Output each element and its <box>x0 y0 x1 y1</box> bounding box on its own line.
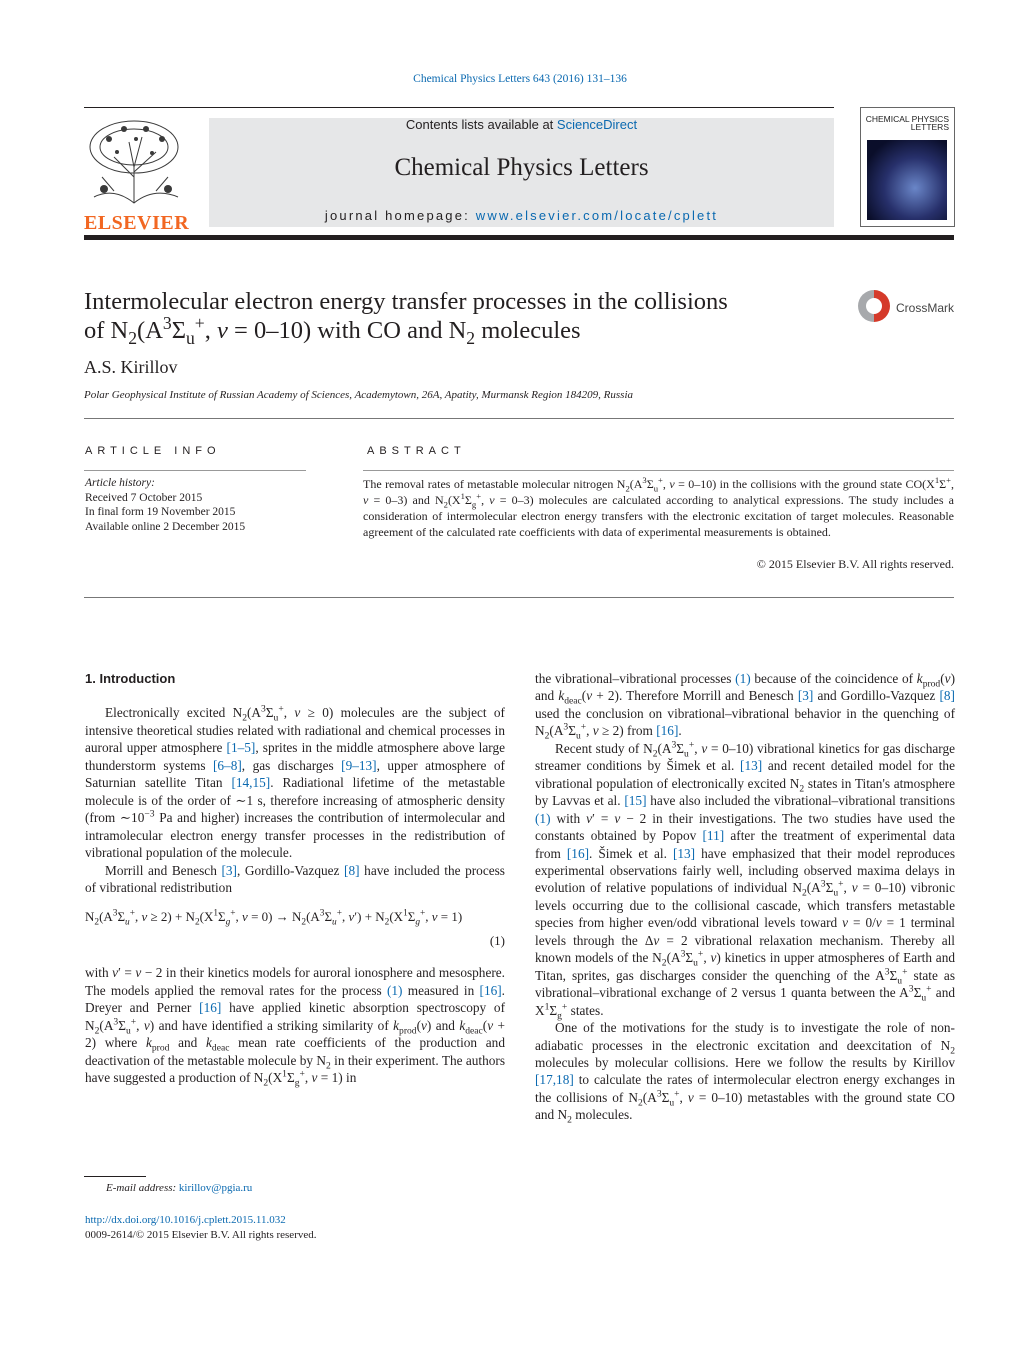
header-rule <box>84 107 834 108</box>
author-name[interactable]: A.S. Kirillov <box>84 357 178 377</box>
equation-1 <box>85 908 505 956</box>
paragraph: Morrill and Benesch [3], Gordillo-Vazquez [8] have included the process of vibrational redistribution <box>85 862 505 895</box>
email-footnote <box>106 1182 252 1194</box>
elsevier-tree-icon <box>84 117 186 205</box>
paragraph: One of the motivations for the study is to investigate the role of non-adiabatic processes in the electronic excitation and deexcitation of $N_2$ molecules by molecular collisions. Here we follow the results by Kirillov [17,18] to calculate the rates of intermolecular electron energy exchanges in the collisions of $N_2(A^3\Sigma_u^+$, v = 0–10) metastables with the ground state CO and $N_2$ molecules. <box>535 1020 955 1126</box>
cover-image <box>867 140 947 220</box>
equation-link[interactable]: (1) <box>386 982 403 998</box>
body-column-right <box>535 670 955 1124</box>
received-date: Received 7 October 2015 <box>85 491 203 504</box>
contents-line <box>209 117 834 132</box>
footnote-rule <box>84 1176 146 1177</box>
journal-cover-thumbnail[interactable] <box>860 107 955 227</box>
equation-link[interactable]: (1) <box>535 810 551 826</box>
section-heading-introduction: 1. Introduction <box>85 671 176 686</box>
ref-link[interactable]: [13] <box>672 845 696 861</box>
ref-link[interactable]: [1–5] <box>226 740 256 756</box>
ref-link[interactable]: [16] <box>479 982 502 998</box>
equation-link[interactable]: (1) <box>735 671 751 686</box>
divider <box>84 418 954 419</box>
ref-link[interactable]: [8] <box>939 688 955 704</box>
article-history <box>85 476 305 534</box>
journal-name: Chemical Physics Letters <box>394 154 649 181</box>
ref-link[interactable]: [3] <box>797 688 814 704</box>
crossmark-icon <box>858 290 890 322</box>
doi-link[interactable]: http://dx.doi.org/10.1016/j.cplett.2015.11.032 <box>85 1214 286 1226</box>
journal-citation[interactable]: Chemical Physics Letters 643 (2016) 131–136 <box>413 73 627 85</box>
sciencedirect-link[interactable]: ScienceDirect <box>556 117 638 132</box>
homepage-prefix: journal homepage: <box>324 208 476 223</box>
crossmark-label: CrossMark <box>896 301 955 315</box>
body-column-left <box>85 670 505 1087</box>
paragraph: Recent study of $N_2(A^3\Sigma_u^+$, v = 0–10) vibrational kinetics for gas discharge streamer conditions by Šimek et al. [13] and recent detailed model for the vibrational population of electronically excited $N_2$ states in Titan's atmosphere by Lavvas et al. [15] have also included the vibrational–vibrational transitions (1) with v′ = v − 2 in their investigations. The two studies have used the constants obtained by Popov [11] after the treatment of experimental data from [16]. Šimek et al. [13] have emphasized that their model reproduces experimental observations fairly well, including observed maxima delays in evolution of relative populations of individual $N_2(A^3\Sigma_u^+$, v = 0–10) vibronic levels occurring due to the collisional cascade, which transfers metastable species from higher even/odd vibrational levels toward v = 0/v = 1 terminal levels through the Δv = 2 vibrational relaxation mechanism. Thereby all known models of the $N_2(A^3\Sigma_u^+$, v) kinetics in upper atmospheres of Earth and Titan, sprites, gas discharges consider the quenching of the $A^3\Sigma_u^+$ state as vibrational–vibrational exchange of 2 versus 1 quanta between the $A^3\Sigma_u^+$ and $X^1\Sigma_g^+$ states. <box>535 739 956 1022</box>
contents-prefix: Contents lists available at <box>405 117 557 132</box>
header-thick-rule <box>84 235 954 240</box>
email-link[interactable]: kirillov@pgia.ru <box>178 1182 253 1194</box>
homepage-line <box>209 208 834 223</box>
email-label: E-mail address: <box>106 1182 177 1194</box>
title-line-2: of $N_2(A^3\Sigma_u^+$, v = 0–10) with CO and $N_2$ molecules <box>84 312 581 348</box>
equation-number: (1) <box>489 933 505 949</box>
ref-link[interactable]: [13] <box>740 758 763 774</box>
journal-banner <box>209 118 834 227</box>
ref-link[interactable]: [3] <box>221 862 237 878</box>
affiliation: Polar Geophysical Institute of Russian Academy of Sciences, Academytown, 26A, Apatity, Murmansk Region 184209, Russia <box>84 389 634 401</box>
paragraph: the vibrational–vibrational processes (1) because of the coincidence of $k_{prod}(v)$ and $k_{deac}(v + 2)$. Therefore Morrill and Benesch [3] and Gordillo-Vazquez [8] used the conclusion on vibrational–vibrational behavior in the quenching of $N_2(A^3\Sigma_u^+$, v ≥ 2) from [16]. <box>535 671 955 743</box>
ref-link[interactable]: [14,15] <box>231 775 271 791</box>
article-title <box>84 287 814 348</box>
ref-link[interactable]: [6–8] <box>212 757 242 773</box>
cover-title: CHEMICAL PHYSICS LETTERS <box>865 114 949 132</box>
equation-body: $N_2(A^3\Sigma_u^+$, $v \ge 2) + N_2(X^1\Sigma_g^+$, $v = 0) \to N_2(A^3\Sigma_u^+$, $v') + N_2(X^1\Sigma_g^+$, v = 1) <box>85 909 463 929</box>
ref-link[interactable]: [9–13] <box>341 757 377 773</box>
ref-link[interactable]: [15] <box>624 793 647 809</box>
final-form-date: In final form 19 November 2015 <box>85 506 236 518</box>
issn-line: 0009-2614/© 2015 Elsevier B.V. All rights reserved. <box>85 1229 317 1241</box>
ref-link[interactable]: [17,18] <box>535 1072 574 1088</box>
divider <box>84 597 954 598</box>
abstract-heading: ABSTRACT <box>367 445 466 457</box>
article-info-rule <box>84 470 306 471</box>
elsevier-wordmark: ELSEVIER <box>84 212 190 234</box>
ref-link[interactable]: [11] <box>702 828 725 844</box>
crossmark-badge[interactable] <box>858 290 958 330</box>
ref-link[interactable]: [8] <box>344 862 360 878</box>
article-info-heading: ARTICLE INFO <box>85 445 221 457</box>
abstract-rule <box>363 470 954 471</box>
ref-link[interactable]: [16] <box>566 845 590 861</box>
paragraph: Electronically excited $N_2(A^3\Sigma_u^+$, v ≥ 0) molecules are the subject of intensive theoretical studies related with radiational and chemical processes in auroral upper atmosphere [1–5], sprites in the middle atmosphere above large thunderstorm systems [6–8], gas discharges [9–13], upper atmosphere of Saturnian satellite Titan [14,15]. Radiational lifetime of the metastable molecule is of the order of ∼1 s, therefore increasing of atmospheric density (from $\sim 10^{-3}$ Pa and higher) increases the contribution of intermolecular and intramolecular electron energy transfer processes in the redistribution of vibrational population of the molecule. <box>85 704 505 861</box>
history-label: Article history: <box>85 477 155 489</box>
online-date: Available online 2 December 2015 <box>85 520 246 533</box>
homepage-link[interactable]: www.elsevier.com/locate/cplett <box>475 208 719 223</box>
abstract-copyright: © 2015 Elsevier B.V. All rights reserved. <box>756 557 954 571</box>
doi-block <box>85 1213 317 1243</box>
ref-link[interactable]: [16] <box>199 1000 222 1016</box>
paragraph: with v′ = v − 2 in their kinetics models for auroral ionosphere and mesosphere. The models applied the removal rates for the process (1) measured in [16]. Dreyer and Perner [16] have applied kinetic absorption spectroscopy of $N_2(A^3\Sigma_u^+$, v) and have identified a striking similarity of $k_{prod}(v)$ and $k_{deac}(v + 2)$ where $k_{prod}$ and $k_{deac}$ mean rate coefficients of the production and deactivation of the metastable molecule by $N_2$ in their experiment. The authors have suggested a production of $N_2(X^1\Sigma_g^+$, v = 1) in <box>85 965 506 1089</box>
ref-link[interactable]: [16] <box>656 723 679 739</box>
elsevier-logo[interactable] <box>84 117 190 234</box>
title-line-1: Intermolecular electron energy transfer processes in the collisions <box>84 288 728 315</box>
abstract-text: The removal rates of metastable molecular nitrogen $N_2(A^3\Sigma_u^+$, v = 0–10) in the collisions with the ground state $CO(X^1\Sigma^+$, v = 0–3) and $N_2(X^1\Sigma_g^+$, v = 0–3) molecules are calculated according to analytical expressions. The study includes a consideration of intermolecular electron energy transfers with the electronic excitation of target molecules. Reasonable agreement of the calculated rate coefficients with data of experimental measurements is obtained. <box>363 475 955 539</box>
